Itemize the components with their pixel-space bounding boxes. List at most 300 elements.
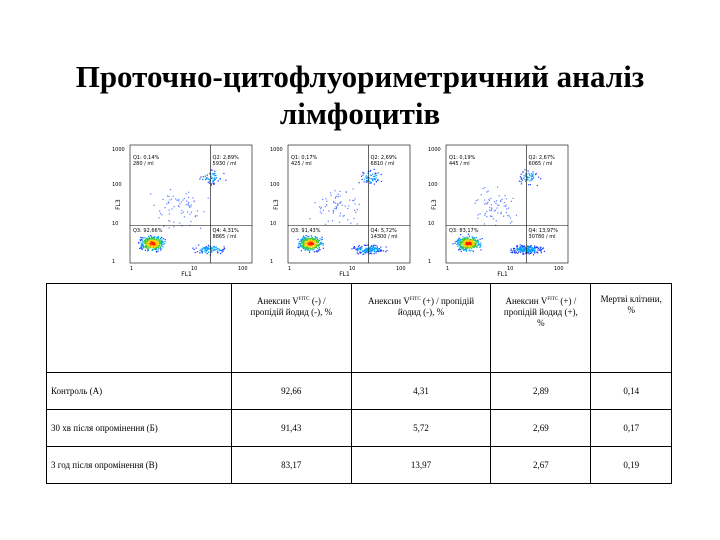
cell-event [457, 246, 458, 247]
quadrant-label-q3: Q3: 83,17% [449, 228, 479, 235]
cell-event [163, 238, 164, 239]
cell-event [317, 251, 318, 252]
cell-event [179, 206, 180, 207]
cell-event [484, 223, 485, 224]
cell-event [197, 251, 198, 252]
quadrant-label-q4: Q4: 4,31% [212, 228, 239, 235]
cell-event [309, 218, 310, 219]
cell-event [367, 249, 368, 250]
cell-event [157, 237, 158, 238]
cell-event [169, 227, 170, 228]
cell-event [531, 249, 532, 250]
cell-event [477, 218, 478, 219]
cell-event [359, 252, 360, 253]
cell-event [476, 200, 477, 201]
cell-event [207, 175, 208, 176]
cell-event [373, 246, 374, 247]
cell-event [459, 245, 460, 246]
cell-event [198, 245, 199, 246]
cell-event [497, 212, 498, 213]
cell-event [164, 207, 165, 208]
cell-event [487, 203, 488, 204]
cell-event [465, 241, 466, 242]
x-tick-label: 100 [396, 266, 406, 272]
cell-event [314, 240, 315, 241]
cell-event [142, 239, 143, 240]
cell-event [370, 250, 371, 251]
cell-event [326, 205, 327, 206]
cell-event [472, 246, 473, 247]
cell-event [337, 204, 338, 205]
cell-event [527, 248, 528, 249]
cell-event [502, 199, 503, 200]
table-cell: 5,72 [351, 410, 491, 447]
cell-event [355, 198, 356, 199]
cell-event [317, 248, 318, 249]
cell-event [490, 198, 491, 199]
table-cell: 2,89 [491, 373, 591, 410]
cell-event [182, 199, 183, 200]
cell-event [494, 210, 495, 211]
cell-event [205, 252, 206, 253]
quadrant-label-q1: Q1: 0,14% [133, 155, 160, 161]
cell-event [486, 211, 487, 212]
cell-event [477, 240, 478, 241]
dot-plot [428, 140, 576, 276]
cell-event [370, 178, 371, 179]
cell-event [511, 221, 512, 222]
cell-event [470, 245, 471, 246]
cell-event [472, 238, 473, 239]
cell-event [154, 240, 155, 241]
table-cell: 4,31 [351, 373, 491, 410]
cell-event [144, 246, 145, 247]
cell-event [374, 169, 375, 170]
cell-event [521, 250, 522, 251]
cell-event [528, 184, 529, 185]
cell-event [532, 250, 533, 251]
table-cell: 13,97 [351, 447, 491, 484]
cell-event [197, 211, 198, 212]
cell-event [503, 216, 504, 217]
cell-event [482, 238, 483, 239]
dot-plot [112, 140, 260, 276]
table-cell: 0,19 [591, 447, 672, 484]
cell-event [386, 250, 387, 251]
cell-event [173, 226, 174, 227]
cell-event [469, 250, 470, 251]
cell-event [370, 183, 371, 184]
cell-event [160, 213, 161, 214]
cell-event [378, 248, 379, 249]
cell-event [344, 215, 345, 216]
cell-event [159, 240, 160, 241]
cell-event [487, 202, 488, 203]
cell-event [528, 170, 529, 171]
cell-event [380, 249, 381, 250]
cell-event [214, 183, 215, 184]
cell-event [169, 221, 170, 222]
cell-event [375, 247, 376, 248]
cell-event [332, 220, 333, 221]
cell-event [174, 206, 175, 207]
cell-event [484, 215, 485, 216]
cell-event [189, 205, 190, 206]
cell-event [220, 253, 221, 254]
cell-event [163, 242, 164, 243]
cell-event [378, 179, 379, 180]
cell-event [307, 238, 308, 239]
cell-event [375, 174, 376, 175]
x-tick-label: 10 [349, 266, 356, 272]
cell-event [326, 201, 327, 202]
cell-event [142, 237, 143, 238]
cell-event [354, 247, 355, 248]
row-label: Контроль (А) [47, 373, 232, 410]
cell-event [155, 248, 156, 249]
cell-event [522, 246, 523, 247]
cell-event [355, 249, 356, 250]
cell-event [150, 243, 151, 244]
cell-event [540, 178, 541, 179]
cell-event [536, 247, 537, 248]
cell-event [465, 247, 466, 248]
cell-event [307, 236, 308, 237]
x-tick-label: 10 [507, 266, 514, 272]
flow-cytometry-plots [112, 140, 582, 278]
cell-event [325, 224, 326, 225]
cell-event [519, 249, 520, 250]
cell-event [199, 250, 200, 251]
cell-event [359, 245, 360, 246]
cell-event [306, 235, 307, 236]
table-cell: 91,43 [231, 410, 351, 447]
cell-event [314, 244, 315, 245]
cell-event [321, 239, 322, 240]
cell-event [319, 249, 320, 250]
cell-event [514, 251, 515, 252]
cell-event [488, 190, 489, 191]
y-tick-label: 10 [428, 220, 435, 227]
cell-event [217, 252, 218, 253]
cell-event [522, 253, 523, 254]
cell-event [187, 211, 188, 212]
cell-event [510, 222, 511, 223]
cell-event [318, 242, 319, 243]
cell-event [148, 250, 149, 251]
cell-event [373, 247, 374, 248]
cell-event [358, 246, 359, 247]
cell-event [159, 244, 160, 245]
cell-event [320, 211, 321, 212]
cell-event [516, 215, 517, 216]
cell-event [192, 248, 193, 249]
cell-event [211, 183, 212, 184]
cell-event [168, 201, 169, 202]
cell-event [383, 250, 384, 251]
quadrant-label-q1: Q1: 0,17% [291, 155, 318, 161]
x-axis-label: FL1 [181, 271, 192, 276]
cell-event [315, 236, 316, 237]
cell-event [204, 251, 205, 252]
cell-event [471, 244, 472, 245]
cell-event [468, 243, 469, 244]
cell-event [146, 245, 147, 246]
cell-event [199, 252, 200, 253]
cell-event [365, 245, 366, 246]
y-axis-label: FL3 [115, 199, 122, 210]
cell-event [192, 197, 193, 198]
table-cell: 2,67 [491, 447, 591, 484]
cell-event [371, 253, 372, 254]
cell-event [316, 242, 317, 243]
cell-event [464, 244, 465, 245]
cell-event [155, 241, 156, 242]
cell-event [540, 247, 541, 248]
cell-event [494, 201, 495, 202]
cell-event [169, 196, 170, 197]
cell-event [512, 252, 513, 253]
cell-event [536, 251, 537, 252]
cell-event [500, 213, 501, 214]
cell-event [141, 239, 142, 240]
cell-event [478, 241, 479, 242]
cell-event [173, 222, 174, 223]
x-tick-label: 10 [191, 266, 198, 272]
cell-event [152, 240, 153, 241]
cell-event [211, 177, 212, 178]
cell-event [462, 239, 463, 240]
header-sup: FITC [547, 297, 559, 302]
cell-event [333, 211, 334, 212]
cell-event [353, 218, 354, 219]
y-tick-label: 10 [270, 220, 277, 227]
cell-event [519, 247, 520, 248]
cell-event [321, 243, 322, 244]
cell-event [352, 200, 353, 201]
header-cell-dead-cells [591, 284, 672, 373]
cell-event [537, 247, 538, 248]
cell-event [504, 202, 505, 203]
cell-event [501, 212, 502, 213]
cell-event [303, 244, 304, 245]
cell-event [337, 205, 338, 206]
cell-event [474, 244, 475, 245]
cell-event [148, 239, 149, 240]
cell-event [467, 247, 468, 248]
cell-event [506, 198, 507, 199]
cell-event [480, 245, 481, 246]
cell-event [208, 252, 209, 253]
x-axis-label: FL1 [339, 271, 350, 276]
cell-event [474, 240, 475, 241]
header-cell-empty [47, 284, 232, 373]
cell-event [365, 252, 366, 253]
cell-event [155, 243, 156, 244]
cell-event [320, 208, 321, 209]
cell-event [340, 191, 341, 192]
cell-event [328, 211, 329, 212]
cell-event [145, 250, 146, 251]
cell-event [181, 201, 182, 202]
cell-event [491, 204, 492, 205]
cell-event [521, 248, 522, 249]
x-axis-label: FL1 [497, 271, 508, 276]
quadrant-count-q4: 14300 / ml [370, 234, 398, 241]
cell-event [164, 243, 165, 244]
title-line-1: Проточно-цитофлуориметричний аналіз [75, 59, 645, 94]
cell-event [466, 251, 467, 252]
cell-event [208, 248, 209, 249]
cell-event [458, 240, 459, 241]
cell-event [140, 237, 141, 238]
cell-event [531, 245, 532, 246]
cell-event [154, 239, 155, 240]
cell-event [207, 248, 208, 249]
cell-event [214, 171, 215, 172]
cell-event [497, 187, 498, 188]
plot-control [112, 140, 260, 276]
y-tick-label: 1000 [270, 147, 283, 153]
cell-event [490, 215, 491, 216]
results-table [46, 283, 672, 484]
cell-event [505, 206, 506, 207]
cell-event [188, 197, 189, 198]
cell-event [499, 195, 500, 196]
cell-event [320, 238, 321, 239]
cell-event [361, 248, 362, 249]
cell-event [520, 244, 521, 245]
cell-event [354, 246, 355, 247]
cell-event [224, 248, 225, 249]
quadrant-label-q3: Q3: 92,66% [133, 228, 163, 235]
cell-event [464, 246, 465, 247]
cell-event [188, 202, 189, 203]
cell-event [310, 246, 311, 247]
cell-event [190, 221, 191, 222]
cell-event [184, 216, 185, 217]
cell-event [340, 201, 341, 202]
cell-event [514, 252, 515, 253]
cell-event [204, 211, 205, 212]
cell-event [360, 247, 361, 248]
cell-event [521, 177, 522, 178]
cell-event [471, 250, 472, 251]
cell-event [186, 201, 187, 202]
cell-event [178, 200, 179, 201]
cell-event [309, 252, 310, 253]
y-tick-label: 100 [270, 181, 280, 188]
cell-event [323, 210, 324, 211]
cell-event [310, 244, 311, 245]
cell-event [159, 241, 160, 242]
cell-event [496, 200, 497, 201]
header-text: Анексин V [256, 296, 299, 306]
quadrant-count-q4: 8865 / ml [212, 234, 237, 241]
title-line-2: лімфоцитів [279, 96, 441, 131]
cell-event [532, 175, 533, 176]
cell-event [536, 173, 537, 174]
cell-event [165, 239, 166, 240]
cell-event [306, 247, 307, 248]
cell-event [189, 207, 190, 208]
cell-event [534, 248, 535, 249]
cell-event [532, 247, 533, 248]
y-tick-label: 1 [270, 259, 274, 265]
cell-event [302, 238, 303, 239]
cell-event [489, 210, 490, 211]
cell-event [143, 237, 144, 238]
cell-event [310, 247, 311, 248]
cell-event [321, 242, 322, 243]
cell-event [223, 173, 224, 174]
y-tick-label: 1 [428, 259, 432, 265]
cell-event [158, 247, 159, 248]
cell-event [339, 215, 340, 216]
cell-event [531, 179, 532, 180]
cell-event [521, 181, 522, 182]
cell-event [533, 176, 534, 177]
quadrant-label-q3: Q3: 91,43% [291, 228, 321, 235]
cell-event [455, 241, 456, 242]
cell-event [510, 250, 511, 251]
cell-event [466, 242, 467, 243]
cell-event [342, 205, 343, 206]
cell-event [316, 241, 317, 242]
cell-event [160, 248, 161, 249]
cell-event [525, 181, 526, 182]
table-cell: 2,69 [491, 410, 591, 447]
cell-event [152, 238, 153, 239]
cell-event [140, 240, 141, 241]
cell-event [505, 195, 506, 196]
cell-event [307, 245, 308, 246]
cell-event [161, 237, 162, 238]
cell-event [308, 247, 309, 248]
cell-event [144, 237, 145, 238]
cell-event [522, 180, 523, 181]
cell-event [377, 250, 378, 251]
cell-event [157, 244, 158, 245]
cell-event [457, 241, 458, 242]
plot-30min [270, 140, 418, 276]
cell-event [366, 175, 367, 176]
cell-event [336, 206, 337, 207]
y-tick-label: 100 [428, 181, 438, 188]
cell-event [353, 188, 354, 189]
cell-event [309, 242, 310, 243]
cell-event [491, 207, 492, 208]
cell-event [354, 203, 355, 204]
cell-event [340, 195, 341, 196]
cell-event [199, 178, 200, 179]
cell-event [510, 217, 511, 218]
cell-event [171, 199, 172, 200]
cell-event [461, 251, 462, 252]
header-suffix: (+) / пропідій йодид (-), % [397, 296, 475, 317]
cell-event [160, 249, 161, 250]
cell-event [209, 183, 210, 184]
header-suffix: (-) / пропідій йодид (-), % [250, 296, 333, 317]
cell-event [522, 172, 523, 173]
cell-event [142, 244, 143, 245]
cell-event [143, 247, 144, 248]
cell-event [323, 243, 324, 244]
cell-event [466, 244, 467, 245]
quadrant-count-q2: 5930 / ml [212, 161, 237, 167]
cell-event [211, 248, 212, 249]
cell-event [461, 245, 462, 246]
